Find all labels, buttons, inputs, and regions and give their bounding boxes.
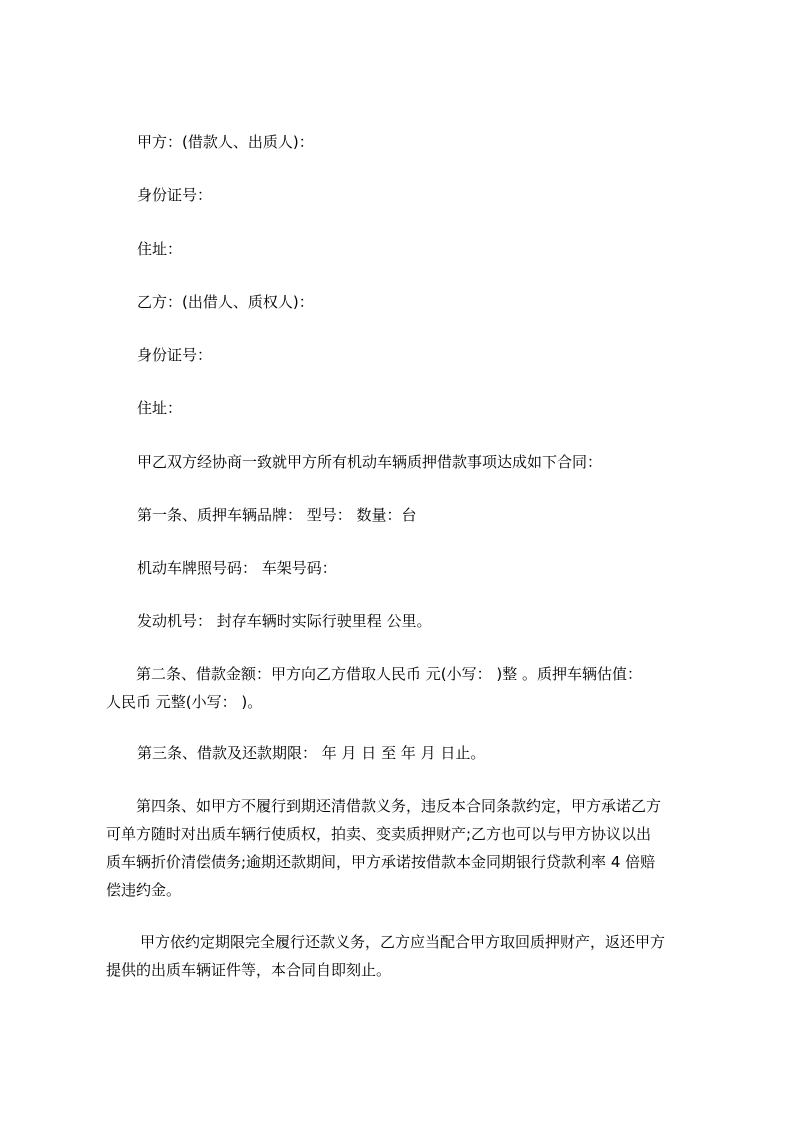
article-4-line-2: 可单方随时对出质车辆行使质权，拍卖、变卖质押财产;乙方也可以与甲方协议以出: [106, 825, 652, 843]
article-4-line-1: 第四条、如甲方不履行到期还清借款义务，违反本合同条款约定，甲方承诺乙方: [136, 797, 662, 815]
article-4-line-4: 偿违约金。: [106, 881, 182, 899]
closing-line-1: 甲方依约定期限完全履行还款义务，乙方应当配合甲方取回质押财产，返还甲方: [140, 933, 666, 951]
article-4-paragraph: [106, 792, 696, 904]
article-3-line: 第三条、借款及还款期限： 年 月 日 至 年 月 日止。: [137, 744, 486, 762]
party-a-id-line: 身份证号：: [137, 186, 213, 204]
article-1-line-2: 机动车牌照号码： 车架号码：: [137, 559, 337, 577]
article-2-paragraph: [106, 660, 696, 716]
party-b-id-line: 身份证号：: [137, 346, 213, 364]
article-1-line-1: 第一条、质押车辆品牌： 型号： 数量：台: [137, 506, 417, 524]
article-2-line-2: 人民币 元整(小写： )。: [106, 693, 263, 711]
closing-line-2: 提供的出质车辆证件等，本合同自即刻止。: [106, 961, 392, 979]
party-a-line: 甲方：(借款人、出质人)：: [137, 133, 314, 151]
preamble-line: 甲乙双方经协商一致就甲方所有机动车辆质押借款事项达成如下合同：: [137, 453, 603, 471]
party-b-address-line: 住址：: [137, 399, 183, 417]
article-1-line-3: 发动机号： 封存车辆时实际行驶里程 公里。: [137, 612, 432, 630]
article-2-line-1: 第二条、借款金额：甲方向乙方借取人民币 元(小写： )整 。质押车辆估值：: [136, 665, 643, 683]
party-a-address-line: 住址：: [137, 240, 183, 258]
article-4-line-3: 质车辆折价清偿债务;逾期还款期间，甲方承诺按借款本金同期银行贷款利率 4 倍赔: [106, 853, 656, 871]
closing-paragraph: [106, 928, 696, 984]
party-b-line: 乙方：(出借人、质权人)：: [137, 293, 314, 311]
